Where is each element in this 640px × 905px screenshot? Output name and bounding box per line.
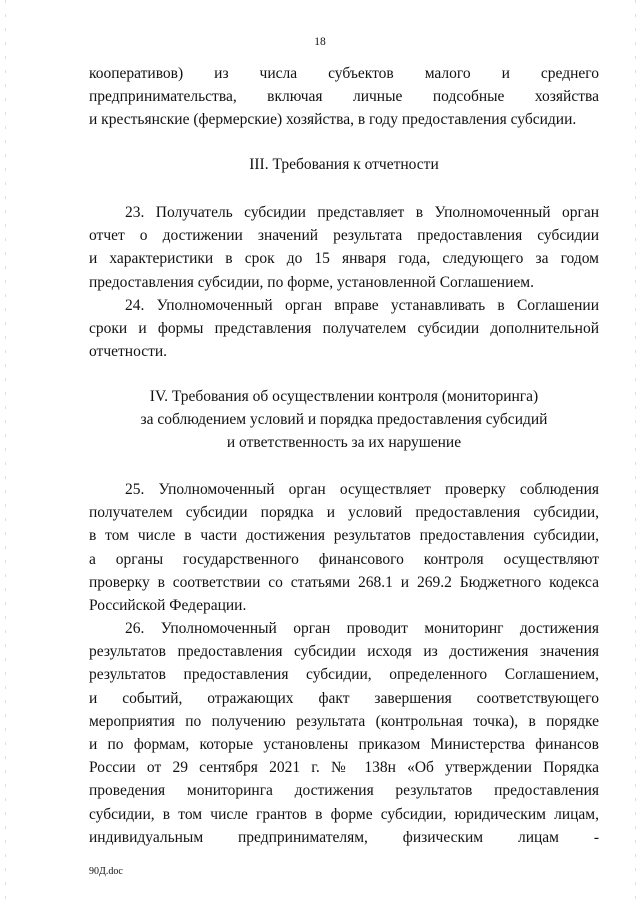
- text-line: кооперативов) из числа субъектов малого и среднего: [89, 65, 599, 82]
- text-line: России от 29 сентября 2021 г. № 138н «Об утверждении Порядка: [89, 759, 599, 777]
- file-name-footer: 90Д.doc: [89, 866, 123, 877]
- text-line: 23. Получатель субсидии представляет в Уполномоченный орган: [125, 204, 599, 221]
- text-line: результатов предоставления субсидии исходя из достижения значения: [89, 643, 599, 661]
- paragraph-26: [89, 617, 599, 849]
- heading-line: IV. Требования об осуществлении контроля (мониторинга): [149, 388, 539, 405]
- text-line: 26. Уполномоченный орган проводит мониторинг достижения: [125, 620, 599, 637]
- scan-edge-left: [5, 0, 6, 905]
- text-line: 25. Уполномоченный орган осуществляет проверку соблюдения: [125, 481, 599, 498]
- section-3-heading: [89, 153, 599, 176]
- text-line: 24. Уполномоченный орган вправе устанавливать в Соглашении: [125, 297, 599, 314]
- text-line: и событий, отражающих факт завершения соответствующего: [89, 689, 599, 707]
- text-line: результатов предоставления субсидии, определенного Соглашением,: [89, 666, 599, 684]
- text-line: индивидуальным предпринимателям, физическим лицам -: [89, 828, 599, 846]
- text-line: сроки и формы представления получателем субсидии дополнительной: [89, 320, 599, 338]
- heading-line: за соблюдением условий и порядка предоставления субсидий: [140, 411, 548, 429]
- text-line: отчетности.: [89, 343, 168, 361]
- text-line: проведения мониторинга достижения результатов предоставления: [89, 782, 599, 800]
- text-line: и крестьянские (фермерские) хозяйства, в году предоставления субсидии.: [89, 111, 577, 129]
- text-line: субсидии, в том числе грантов в форме субсидии, юридическим лицам,: [89, 805, 599, 823]
- heading-line: III. Требования к отчетности: [249, 156, 439, 173]
- text-line: предоставления субсидии, по форме, установленной Соглашением.: [89, 273, 534, 291]
- paragraph-24: [89, 294, 599, 364]
- heading-line: и ответственность за их нарушение: [226, 434, 462, 452]
- text-line: Российской Федерации.: [89, 596, 247, 614]
- text-line: и по формам, которые установлены приказом Министерства финансов: [89, 735, 599, 753]
- text-line: и характеристики в срок до 15 января года, следующего за годом: [89, 250, 599, 268]
- text-line: предпринимательства, включая личные подсобные хозяйства: [89, 88, 599, 106]
- continuation-paragraph: [89, 62, 599, 132]
- text-line: а органы государственного финансового контроля осуществляют: [89, 550, 599, 568]
- section-4-heading: [89, 385, 599, 455]
- text-line: получателем субсидии порядка и условий предоставления субсидии,: [89, 504, 599, 522]
- text-line: отчет о достижении значений результата предоставления субсидии: [89, 227, 599, 245]
- scan-edge-right: [635, 0, 636, 905]
- text-line: в том числе в части достижения результатов предоставления субсидии,: [89, 527, 599, 545]
- text-line: мероприятия по получению результата (контрольная точка), в порядке: [89, 712, 599, 730]
- paragraph-25: [89, 478, 599, 617]
- text-line: проверку в соответствии со статьями 268.1 и 269.2 Бюджетного кодекса: [89, 573, 599, 591]
- page-number: 18: [314, 36, 326, 48]
- paragraph-23: [89, 201, 599, 294]
